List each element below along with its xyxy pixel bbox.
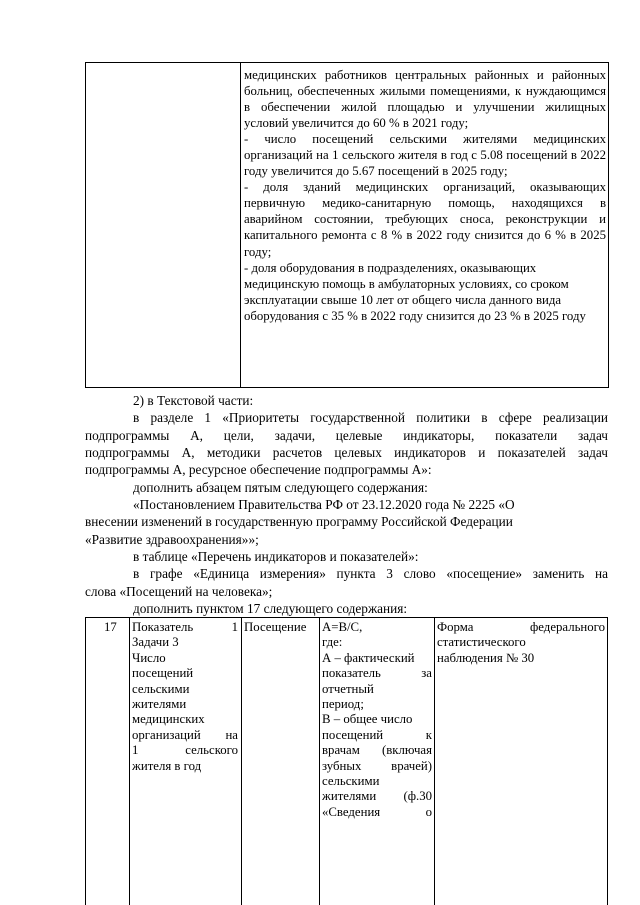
replace-line-1: в графе «Единица измерения» пункта 3 слово «посещение» заменить на [133,566,608,581]
row-number: 17 [104,620,117,634]
paragraph-equipment: - доля оборудования в подразделениях, оказывающих медицинскую помощь в амбулаторных условиях, со сроком эксплуатации свыше 10 лет от общего числа данного вида оборудования с 35 % в 2022 году снизится до 23 % в 2025 году [244,260,586,323]
unit-cell [244,620,318,635]
indicator-line: сельскими [132,681,190,696]
method-line: сельскими [322,774,380,789]
resolution-line-3: «Развитие здравоохранения»»; [85,532,259,547]
table-column-divider [240,63,241,387]
indicator-line: жителя в год [132,758,202,773]
indicator-line: 1 сельского [132,743,238,758]
indicator-line: Задачи 3 [132,635,179,650]
table-column-divider [319,618,320,905]
source-line: статистического [437,635,526,650]
method-line: «Сведения о [322,804,432,819]
method-line: посещений к [322,727,432,742]
method-line: отчетный [322,681,374,696]
data-source-cell [437,620,605,666]
source-line: Форма федерального [437,620,605,634]
method-line: период; [322,697,364,712]
add-paragraph-instruction: дополнить абзацем пятым следующего содержания: [133,480,428,495]
section1-line-1: в разделе 1 «Приоритеты государственной политики в сфере реализации [133,410,608,425]
indicator-line: посещений [132,666,194,681]
section1-line-3: подпрограммы А, методики расчетов целевых индикаторов и показателей задач [85,445,608,460]
method-line: показатель за [322,666,432,681]
method-line: врачам (включая [322,743,432,758]
paragraph-visits: - число посещений сельскими жителями медицинских организаций на 1 сельского жителя в год с 5.08 посещений в 2022 году увеличится до 5.67 посещений в 2025 году; [244,132,606,179]
resolution-line-1: «Постановлением Правительства РФ от 23.12.2020 года № 2225 «О [133,497,515,512]
method-line: А=В/С, [322,620,363,634]
section1-line-2: подпрограммы А, цели, задачи, целевые индикаторы, показатели задач [85,428,608,443]
indicators-table [85,617,608,905]
row-number-cell [104,620,126,635]
paragraph-buildings: - доля зданий медицинских организаций, оказывающих первичную медико-санитарную помощь, находящихся в аварийном состоянии, требующих сноса, реконструкции и капитального ремонта с 8 % в 2022 году снизится до 6 % в 2025 году; [244,180,606,259]
indicator-line: жителями [132,697,187,712]
method-line: где: [322,635,343,650]
unit-value: Посещение [244,620,307,634]
table-instruction: в таблице «Перечень индикаторов и показателей»: [133,549,419,564]
table-column-divider [434,618,435,905]
add-item-instruction: дополнить пунктом 17 следующего содержания: [133,601,408,616]
section1-line-4: подпрограммы А, ресурсное обеспечение подпрограммы А»: [85,462,432,477]
item-2-heading: 2) в Текстовой части: [133,393,254,408]
indicator-line: Показатель 1 [132,620,238,634]
source-line: наблюдения № 30 [437,650,535,665]
indicator-line: медицинских [132,712,205,727]
resolution-line-2: внесении изменений в государственную программу Российской Федерации [85,514,513,529]
indicator-line: Число [132,650,166,665]
calculation-method-cell [322,620,432,820]
continuation-table [85,62,609,388]
method-line: жителями (ф.30 [322,789,432,804]
method-line: А – фактический [322,650,415,665]
method-line: зубных врачей) [322,758,432,773]
replace-line-2: слова «Посещений на человека»; [85,584,273,599]
paragraph-housing: медицинских работников центральных районных и районных больниц, обеспеченных жилыми помещениями, к нуждающимся в обеспечении жилой площадью и улучшении жилищных условий увеличится до 60 % в 2021 году; [244,68,606,131]
table-column-divider [241,618,242,905]
indicator-name-cell [132,620,238,774]
method-line: В – общее число [322,712,413,727]
indicator-line: организаций на [132,727,238,742]
table-column-divider [129,618,130,905]
indicators-cell [244,67,606,324]
